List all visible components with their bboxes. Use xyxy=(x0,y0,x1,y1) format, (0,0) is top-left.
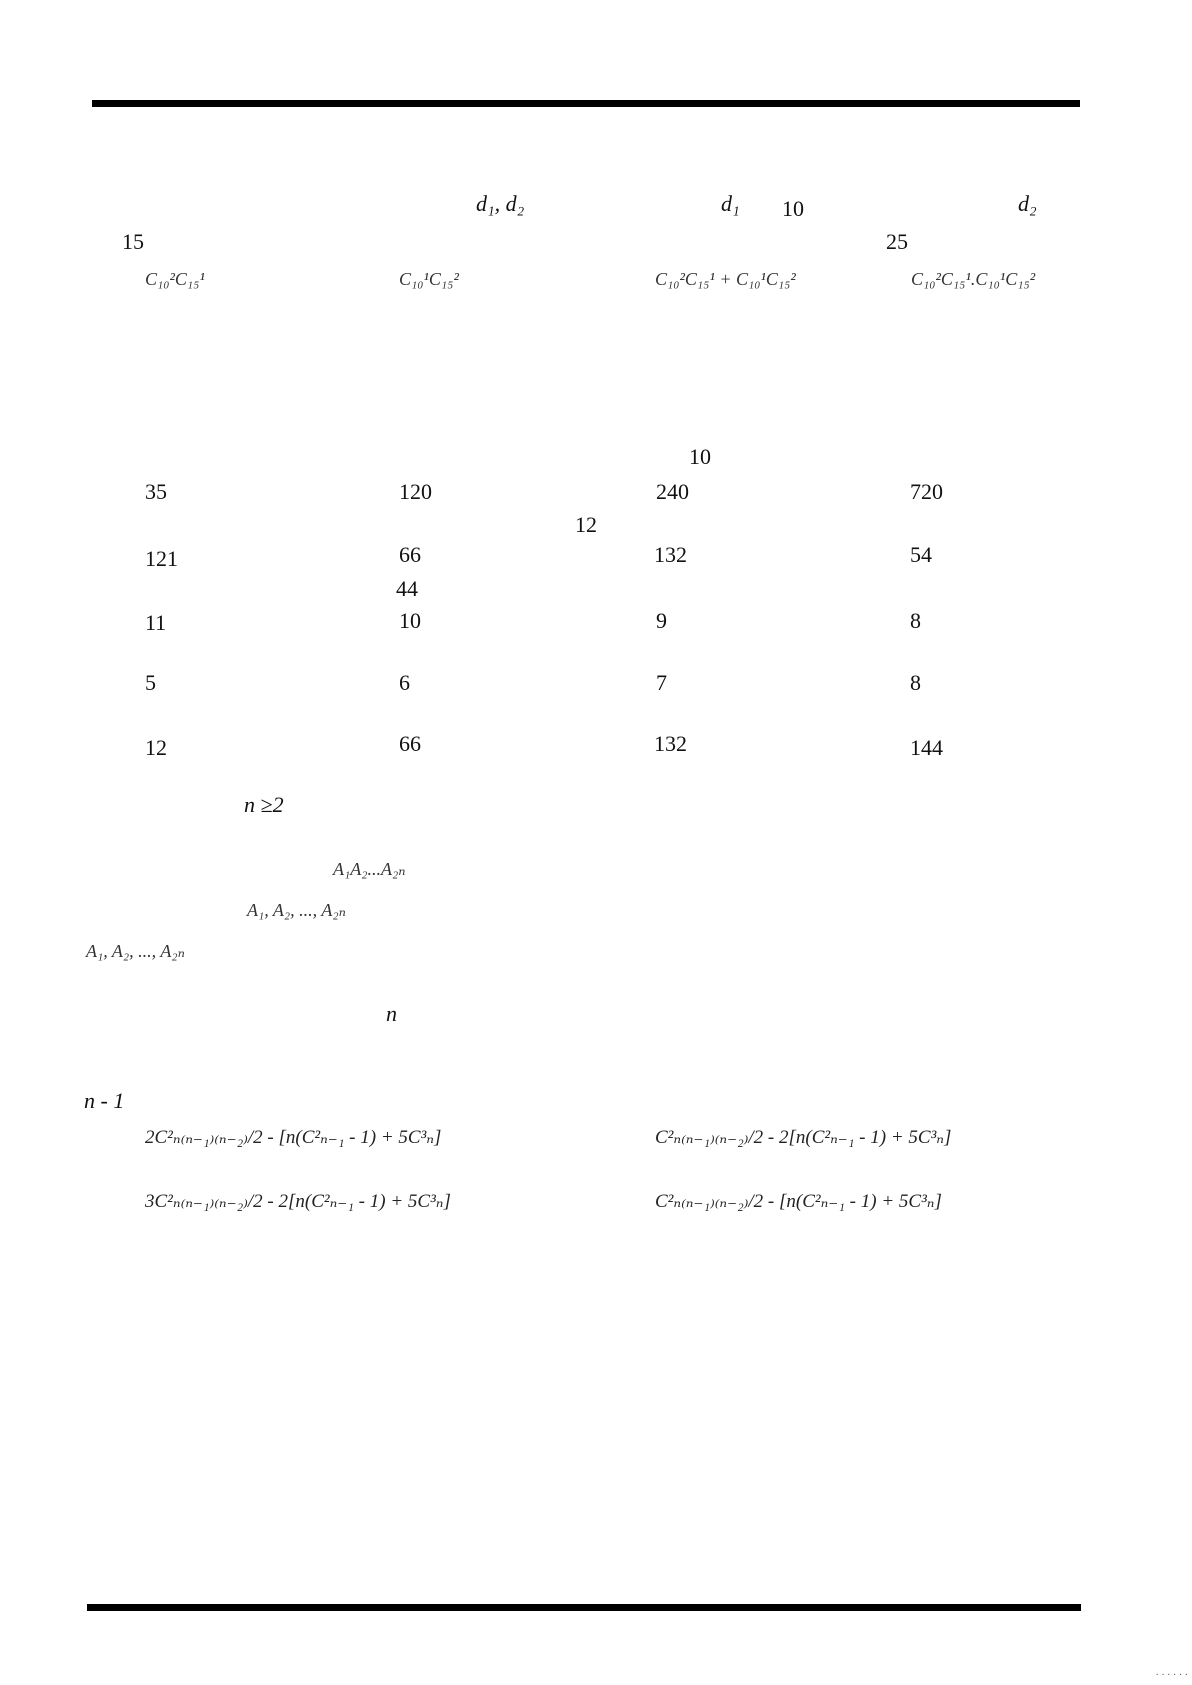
problem1-d2-math: d₂ xyxy=(1018,191,1037,216)
header-rule xyxy=(92,100,1080,107)
problem7-option-b: C²ₙ₍ₙ₋₁₎₍ₙ₋₂₎/2 - 2[n(C²ₙ₋₁ - 1) + 5C³ₙ] xyxy=(655,1127,952,1148)
problem1-value-25: 25 xyxy=(886,229,908,254)
problem5-option-c: 7 xyxy=(656,670,667,695)
problem7-option-a: 2C²ₙ₍ₙ₋₁₎₍ₙ₋₂₎/2 - [n(C²ₙ₋₁ - 1) + 5C³ₙ] xyxy=(145,1127,442,1148)
problem2-value: 10 xyxy=(689,444,711,469)
problem7-vertices-a: A₁, A₂, ..., A₂ₙ xyxy=(247,900,346,920)
problem6-option-a: 12 xyxy=(145,735,167,760)
problem2-option-a: 35 xyxy=(145,479,167,504)
problem7-option-d: C²ₙ₍ₙ₋₁₎₍ₙ₋₂₎/2 - [n(C²ₙ₋₁ - 1) + 5C³ₙ] xyxy=(655,1191,942,1212)
problem1-value-15: 15 xyxy=(122,229,144,254)
problem6-option-b: 66 xyxy=(399,731,421,756)
problem5-option-b: 6 xyxy=(399,670,410,695)
footer-rule xyxy=(87,1604,1081,1611)
problem5-option-d: 8 xyxy=(910,670,921,695)
problem4-value: 44 xyxy=(396,576,418,601)
problem2-option-c: 240 xyxy=(656,479,689,504)
problem4-option-a: 11 xyxy=(145,610,167,635)
problem3-option-a: 121 xyxy=(145,546,178,571)
problem3-option-b: 66 xyxy=(399,542,421,567)
problem3-option-c: 132 xyxy=(654,542,687,567)
footer-mark: · · · · · · xyxy=(1155,1670,1188,1681)
problem2-option-b: 120 xyxy=(399,479,432,504)
problem7-condition: n ≥2 xyxy=(244,792,284,817)
problem4-option-c: 9 xyxy=(656,608,667,633)
problem1-header-math: d₁, d₂ xyxy=(476,191,525,216)
problem2-option-d: 720 xyxy=(910,479,943,504)
problem6-option-c: 132 xyxy=(654,731,687,756)
problem7-n-minus-1: n - 1 xyxy=(84,1088,125,1113)
problem3-option-d: 54 xyxy=(910,542,932,567)
problem3-value: 12 xyxy=(575,512,597,537)
problem7-option-c: 3C²ₙ₍ₙ₋₁₎₍ₙ₋₂₎/2 - 2[n(C²ₙ₋₁ - 1) + 5C³ₙ] xyxy=(145,1191,451,1212)
problem4-option-b: 10 xyxy=(399,608,421,633)
problem6-option-d: 144 xyxy=(910,735,943,760)
problem1-option-c: C₁₀²C₁₅¹ + C₁₀¹C₁₅² xyxy=(655,269,796,289)
problem7-polygon: A₁A₂...A₂ₙ xyxy=(333,859,406,879)
problem7-vertices-b: A₁, A₂, ..., A₂ₙ xyxy=(86,941,185,961)
problem1-d1-math: d₁ xyxy=(721,191,740,216)
problem1-option-d: C₁₀²C₁₅¹.C₁₀¹C₁₅² xyxy=(911,269,1036,289)
problem4-option-d: 8 xyxy=(910,608,921,633)
problem1-option-b: C₁₀¹C₁₅² xyxy=(399,269,459,289)
problem1-value-10: 10 xyxy=(782,196,804,221)
problem1-option-a: C₁₀²C₁₅¹ xyxy=(145,269,205,289)
problem7-n-label: n xyxy=(386,1001,397,1026)
problem5-option-a: 5 xyxy=(145,670,156,695)
